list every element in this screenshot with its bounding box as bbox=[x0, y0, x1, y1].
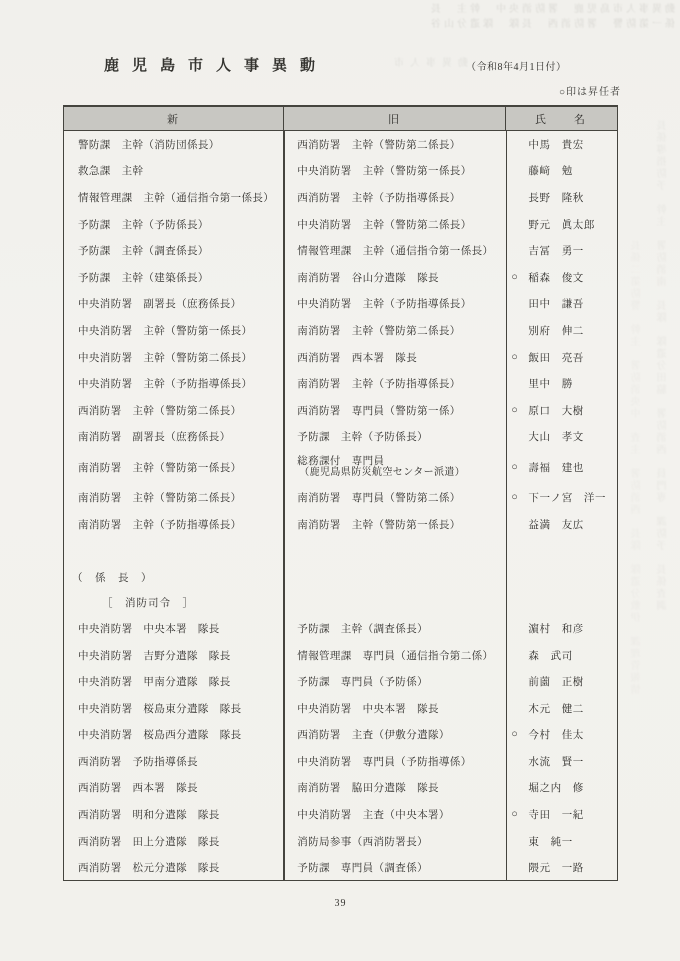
promotion-mark: ○ bbox=[511, 351, 519, 363]
table-header-row bbox=[64, 107, 617, 131]
cell-name bbox=[504, 780, 617, 795]
cell-old-position: 南消防署 脇田分遣隊 隊長 bbox=[297, 783, 439, 795]
cell-name bbox=[504, 674, 617, 689]
person-name: 里中 勝 bbox=[528, 379, 573, 391]
cell-old-position: 中央消防署 主幹（警防第一係長） bbox=[297, 166, 472, 178]
cell-name bbox=[504, 296, 617, 311]
bleed-through-right-column-1: 長係導指防予 幹主 署防消南 長隊 隊遣分田脇 署防消西 員門専 課防予 長係査調 bbox=[658, 120, 669, 612]
cell-new-position: 予防課 主幹（建築係長） bbox=[78, 272, 209, 284]
person-name: 野元 眞太郎 bbox=[528, 219, 596, 231]
cell-new-position: 予防課 主幹（調査係長） bbox=[78, 246, 209, 258]
person-name: 田中 謙吾 bbox=[528, 299, 584, 311]
table-row bbox=[64, 642, 617, 669]
bleed-through-right-column-2: 長係二第防警 幹主 署防消央中 査主 署防消西 長隊 隊遣分敷伊 課理管報情 bbox=[632, 240, 643, 696]
cell-old-position: 予防課 専門員（予防係） bbox=[297, 677, 429, 689]
promotion-mark: ○ bbox=[511, 404, 519, 416]
person-name: 中馬 貴宏 bbox=[528, 139, 584, 151]
column-header-name: 氏 名 bbox=[535, 113, 587, 126]
cell-name bbox=[504, 701, 617, 716]
table-row bbox=[64, 801, 617, 828]
table-row bbox=[64, 854, 617, 881]
personnel-change-table bbox=[63, 105, 618, 881]
column-divider bbox=[283, 131, 284, 880]
page-number: 39 bbox=[334, 898, 347, 909]
table-row bbox=[64, 370, 617, 397]
cell-new-position: 南消防署 主幹（警防第一係長） bbox=[78, 462, 242, 474]
table-row bbox=[64, 237, 617, 264]
promotion-mark: ○ bbox=[511, 271, 519, 283]
promotion-mark: ○ bbox=[511, 809, 519, 821]
cell-new-position: 情報管理課 主幹（通信指令第一係長） bbox=[78, 192, 275, 204]
cell-name bbox=[504, 376, 617, 391]
page-title: 鹿児島市人事異動 bbox=[104, 58, 329, 74]
cell-old-position: 予防課 専門員（調査係） bbox=[297, 863, 429, 875]
cell-new-position: 中央消防署 副署長（庶務係長） bbox=[78, 299, 242, 311]
cell-new-position: 中央消防署 桜島東分遣隊 隊長 bbox=[78, 703, 242, 715]
cell-old-position: 西消防署 専門員（警防第一係） bbox=[297, 405, 461, 417]
table-row bbox=[64, 397, 617, 424]
table-row bbox=[64, 344, 617, 371]
table-row bbox=[64, 828, 617, 855]
table-row bbox=[64, 424, 617, 451]
person-name: 飯田 亮吾 bbox=[528, 352, 584, 364]
cell-new-position: 西消防署 西本署 隊長 bbox=[78, 783, 198, 795]
table-row bbox=[64, 264, 617, 291]
cell-new-position: 南消防署 副署長（庶務係長） bbox=[78, 432, 231, 444]
cell-old-position: 中央消防署 中央本署 隊長 bbox=[297, 703, 439, 715]
cell-old-position: 総務課付 専門員 （鹿児島県防災航空センター派遣） bbox=[283, 456, 504, 479]
person-name: 藤﨑 勉 bbox=[528, 166, 573, 178]
cell-new-position: 西消防署 予防指導係長 bbox=[78, 756, 198, 768]
table-row bbox=[64, 450, 617, 484]
section-header-row bbox=[64, 590, 617, 615]
table-row bbox=[64, 131, 617, 158]
table-row bbox=[64, 775, 617, 802]
promotion-mark: ○ bbox=[511, 461, 519, 473]
person-name: 下一ノ宮 洋一 bbox=[528, 493, 607, 505]
table-body bbox=[64, 131, 617, 880]
table-row bbox=[64, 722, 617, 749]
table-row bbox=[64, 484, 617, 511]
person-name: 東 純一 bbox=[528, 836, 573, 848]
table-row bbox=[64, 668, 617, 695]
person-name: 寺田 一紀 bbox=[528, 810, 584, 822]
table-row bbox=[64, 317, 617, 344]
cell-old-position: 南消防署 谷山分遣隊 隊長 bbox=[297, 272, 439, 284]
cell-name bbox=[504, 429, 617, 444]
cell-old-position: 南消防署 主幹（予防指導係長） bbox=[297, 379, 461, 391]
cell-name bbox=[504, 860, 617, 875]
column-header-new: 新 bbox=[64, 107, 284, 130]
cell-old-position: 中央消防署 主幹（警防第二係長） bbox=[297, 219, 472, 231]
person-name: 濵村 和彦 bbox=[528, 623, 584, 635]
cell-old-position: 予防課 主幹（調査係長） bbox=[297, 623, 429, 635]
person-name: 森 武司 bbox=[528, 650, 573, 662]
promotion-mark: ○ bbox=[511, 729, 519, 741]
cell-new-position: 中央消防署 甲南分遣隊 隊長 bbox=[78, 677, 231, 689]
bleed-through-top: 動異事人市島児鹿 署防消央中 幹主 長係一第防警 署防消西 長隊 隊遣分山谷 bbox=[428, 4, 675, 30]
cell-old-position: 南消防署 主幹（警防第二係長） bbox=[297, 325, 461, 337]
cell-new-position: 西消防署 主幹（警防第二係長） bbox=[78, 405, 242, 417]
column-divider bbox=[506, 131, 507, 880]
person-name: 前薗 正樹 bbox=[528, 677, 584, 689]
table-row bbox=[64, 615, 617, 642]
person-name: 壽福 建也 bbox=[528, 462, 584, 474]
promotion-legend: ○印は昇任者 bbox=[558, 87, 621, 98]
cell-name bbox=[504, 350, 617, 365]
person-name: 益満 友広 bbox=[528, 520, 584, 532]
effective-date-note: （令和8年4月1日付） bbox=[466, 62, 567, 73]
cell-name bbox=[504, 621, 617, 636]
bleed-through-title: 動異事人市 bbox=[388, 58, 468, 69]
person-name: 隈元 一路 bbox=[528, 863, 584, 875]
promotion-mark: ○ bbox=[511, 492, 519, 504]
cell-old-position: 西消防署 主幹（警防第二係長） bbox=[297, 139, 461, 151]
cell-new-position: 西消防署 田上分遣隊 隊長 bbox=[78, 836, 220, 848]
cell-old-position: 西消防署 西本署 隊長 bbox=[297, 352, 418, 364]
section-header-row bbox=[64, 564, 617, 590]
cell-name bbox=[504, 137, 617, 152]
cell-new-position: 予防課 主幹（予防係長） bbox=[78, 219, 209, 231]
section-label: ［ 消防司令 ］ bbox=[102, 598, 194, 610]
cell-old-position: 中央消防署 主幹（予防指導係長） bbox=[297, 299, 472, 311]
cell-name bbox=[504, 163, 617, 178]
cell-name bbox=[504, 807, 617, 822]
cell-name bbox=[504, 217, 617, 232]
column-header-old: 旧 bbox=[284, 107, 506, 130]
cell-new-position: 救急課 主幹 bbox=[78, 166, 144, 178]
person-name: 大山 孝文 bbox=[528, 432, 584, 444]
cell-new-position: 中央消防署 主幹（予防指導係長） bbox=[78, 379, 253, 391]
cell-old-position: 南消防署 主幹（警防第一係長） bbox=[297, 520, 461, 532]
person-name: 水流 賢一 bbox=[528, 756, 584, 768]
cell-old-position: 中央消防署 主査（中央本署） bbox=[297, 810, 450, 822]
cell-name bbox=[504, 490, 617, 505]
spacer-row bbox=[64, 538, 617, 564]
cell-name bbox=[504, 517, 617, 532]
person-name: 堀之内 修 bbox=[528, 783, 584, 795]
cell-old-position: 西消防署 主査（伊敷分遣隊） bbox=[297, 730, 450, 742]
cell-old-position: 中央消防署 専門員（予防指導係） bbox=[297, 756, 472, 768]
cell-new-position: 警防課 主幹（消防団係長） bbox=[78, 139, 220, 151]
cell-new-position: 南消防署 主幹（予防指導係長） bbox=[78, 520, 242, 532]
person-name: 今村 佳太 bbox=[528, 730, 584, 742]
cell-old-position: 予防課 主幹（予防係長） bbox=[297, 432, 429, 444]
cell-name bbox=[504, 403, 617, 418]
person-name: 吉冨 勇一 bbox=[528, 246, 584, 258]
cell-old-position: 消防局参事（西消防署長） bbox=[297, 836, 429, 848]
table-row bbox=[64, 158, 617, 185]
person-name: 長野 隆秋 bbox=[528, 192, 584, 204]
table-row bbox=[64, 695, 617, 722]
section-label: （ 係 長 ） bbox=[72, 572, 153, 584]
cell-name bbox=[504, 754, 617, 769]
table-row bbox=[64, 748, 617, 775]
cell-name bbox=[504, 727, 617, 742]
cell-new-position: 中央消防署 主幹（警防第一係長） bbox=[78, 325, 253, 337]
cell-new-position: 中央消防署 吉野分遣隊 隊長 bbox=[78, 650, 231, 662]
cell-new-position: 中央消防署 中央本署 隊長 bbox=[78, 623, 220, 635]
person-name: 別府 伸二 bbox=[528, 325, 584, 337]
cell-new-position: 西消防署 明和分遣隊 隊長 bbox=[78, 810, 220, 822]
cell-old-position: 南消防署 専門員（警防第二係） bbox=[297, 493, 461, 505]
cell-name bbox=[504, 243, 617, 258]
cell-old-position: 情報管理課 主幹（通信指令第一係長） bbox=[297, 246, 494, 258]
table-row bbox=[64, 184, 617, 211]
cell-name bbox=[504, 648, 617, 663]
cell-new-position: 中央消防署 主幹（警防第二係長） bbox=[78, 352, 253, 364]
table-row bbox=[64, 291, 617, 318]
cell-new-position: 南消防署 主幹（警防第二係長） bbox=[78, 493, 242, 505]
cell-name bbox=[504, 190, 617, 205]
cell-name bbox=[504, 460, 617, 475]
table-row bbox=[64, 511, 617, 538]
person-name: 稲森 俊文 bbox=[528, 272, 584, 284]
cell-name bbox=[504, 270, 617, 285]
person-name: 木元 健二 bbox=[528, 703, 584, 715]
cell-old-position: 情報管理課 専門員（通信指令第二係） bbox=[297, 650, 494, 662]
table-row bbox=[64, 211, 617, 238]
cell-old-position-note: （鹿児島県防災航空センター派遣） bbox=[299, 467, 466, 479]
cell-new-position: 西消防署 松元分遣隊 隊長 bbox=[78, 863, 220, 875]
cell-name bbox=[504, 323, 617, 338]
cell-new-position: 中央消防署 桜島西分遣隊 隊長 bbox=[78, 730, 242, 742]
person-name: 原口 大樹 bbox=[528, 405, 584, 417]
cell-old-position: 西消防署 主幹（予防指導係長） bbox=[297, 192, 461, 204]
cell-name bbox=[504, 834, 617, 849]
